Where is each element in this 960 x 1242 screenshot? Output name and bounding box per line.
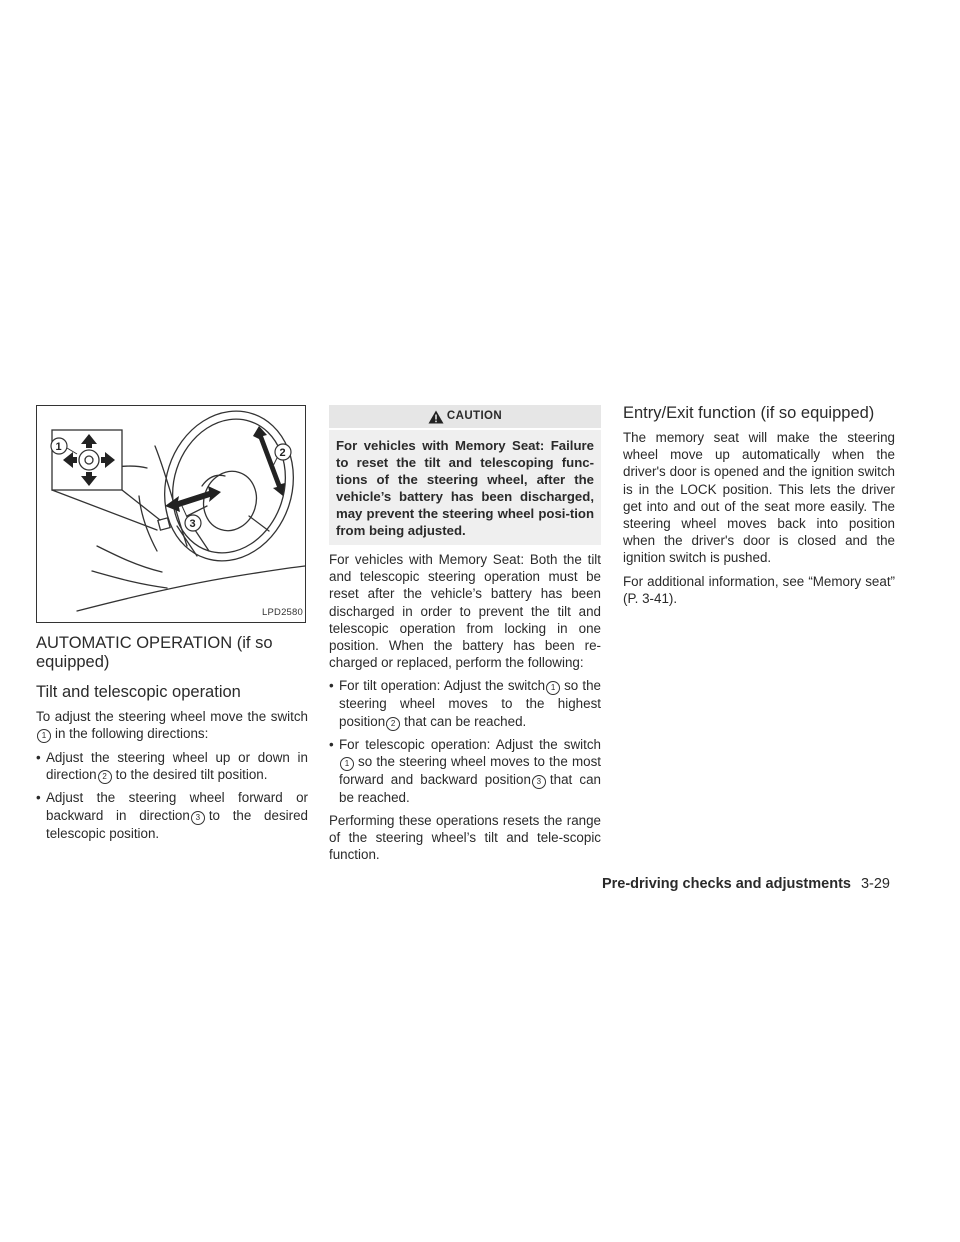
callout-ref: 1 bbox=[546, 681, 560, 695]
page-number: 3-29 bbox=[860, 876, 890, 892]
list-item: • For tilt operation: Adjust the switch 1 so the steering wheel moves to the highest position 2 that can be reached. bbox=[329, 677, 601, 730]
entry-exit-paragraph: The memory seat will make the steering wheel move up automatically when the driver's door is opened and the ignition switch is in the LOCK position. This lets the driver get into and out of the seat more easily. The steering wheel moves back into position when the driver's door is closed and the ignition switch is pushed. bbox=[623, 430, 895, 566]
adjust-list bbox=[36, 749, 308, 842]
callout-2: 2 bbox=[279, 447, 286, 459]
steering-wheel-figure bbox=[36, 405, 306, 623]
callout-1: 1 bbox=[55, 441, 62, 453]
callout-ref: 3 bbox=[191, 811, 205, 825]
section-title: AUTOMATIC OPERATION (if so equipped) bbox=[36, 634, 273, 671]
middle-column bbox=[329, 405, 601, 870]
memory-seat-paragraph: For vehicles with Memory Seat: Both the tilt and telescopic steering operation must be reset after the vehicle’s battery has been discharged in order to prevent the tilt and telescopic operation from locking in one position. When the battery has been re-charged or replaced, perform the following: bbox=[329, 552, 601, 671]
callout-ref: 2 bbox=[98, 770, 112, 784]
caution-title: CAUTION bbox=[446, 409, 503, 422]
list-item: • Adjust the steering wheel forward or backward in direction 3 to the desired telescopic position. bbox=[36, 789, 308, 841]
intro-paragraph: To adjust the steering wheel move the switch1 in the following directions: bbox=[36, 709, 308, 742]
list-item: • For telescopic operation: Adjust the switch1 so the steering wheel moves to the most forward and backward position 3 that can be reached. bbox=[329, 736, 601, 806]
left-column bbox=[36, 405, 308, 848]
figure-id: LPD2580 bbox=[261, 606, 303, 618]
entry-exit-title: Entry/Exit function (if so equipped) bbox=[623, 404, 875, 422]
caution-text: For vehicles with Memory Seat: Failure to reset the tilt and telescoping func-tions of the steering wheel, after the vehicle’s battery has been discharged, may prevent the steering wheel posi-tion from being adjusted. bbox=[329, 428, 601, 545]
caution-header bbox=[329, 405, 601, 428]
caution-box bbox=[329, 405, 601, 545]
right-column bbox=[623, 405, 895, 613]
additional-info-paragraph: For additional information, see “Memory seat” (P. 3-41). bbox=[623, 573, 895, 606]
callout-ref: 2 bbox=[386, 717, 400, 731]
callout-ref: 1 bbox=[340, 757, 354, 771]
reset-list bbox=[329, 677, 601, 806]
steering-wheel-illustration bbox=[37, 406, 307, 624]
callout-3: 3 bbox=[189, 518, 196, 530]
reset-result-paragraph: Performing these operations resets the range of the steering wheel’s tilt and tele-scopic function. bbox=[329, 813, 601, 863]
callout-ref: 3 bbox=[532, 775, 546, 789]
footer-section-title: Pre-driving checks and adjustments bbox=[601, 876, 851, 892]
subsection-title: Tilt and telescopic operation bbox=[36, 683, 241, 701]
warning-icon bbox=[428, 410, 444, 424]
callout-ref: 1 bbox=[37, 729, 51, 743]
page-footer bbox=[602, 876, 890, 892]
list-item: • Adjust the steering wheel up or down in direction 2 to the desired tilt position. bbox=[36, 749, 308, 784]
